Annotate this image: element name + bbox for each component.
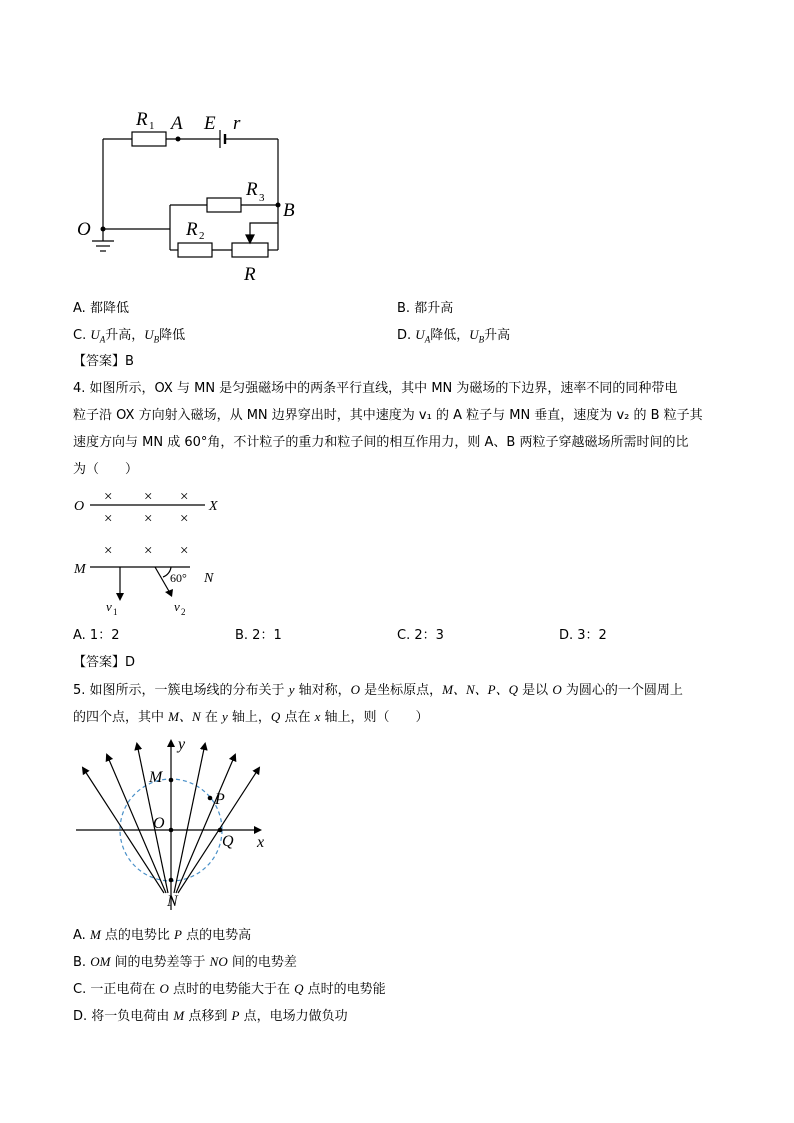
symbol: O: [159, 981, 169, 996]
q4-line-2: 粒子沿 OX 方向射入磁场，从 MN 边界穿出时，其中速度为 v₁ 的 A 粒子与 MN 垂直，速度为 v₂ 的 B 粒子其: [73, 408, 703, 423]
symbol: OM: [90, 954, 111, 969]
label-m: M: [149, 769, 163, 786]
label-r-internal: r: [233, 113, 241, 134]
symbol: O: [552, 682, 562, 697]
text: 点时的电势能: [303, 982, 386, 997]
label-rv: R: [244, 264, 256, 285]
symbol: NO: [209, 954, 228, 969]
label-r1-sub: 1: [149, 120, 155, 132]
label-v2: v: [174, 599, 180, 614]
answer-label: 【答案】: [73, 354, 126, 369]
symbol: O: [350, 682, 361, 697]
q5-option-a: [73, 926, 251, 945]
cross-4: ×: [104, 511, 113, 527]
text: 5. 如图所示，一簇电场线的分布关于: [73, 683, 285, 698]
symbol: M: [173, 1008, 185, 1023]
q4-option-a: A. 1：2: [73, 628, 120, 643]
text: 间的电势差等于: [110, 955, 210, 970]
rheostat-r: [232, 243, 268, 257]
symbol: P: [174, 927, 182, 942]
subscript: B: [478, 334, 485, 345]
label-v2-sub: 2: [181, 607, 186, 617]
label-x: X: [209, 499, 218, 514]
electric-field-diagram: [70, 735, 280, 915]
label-o: O: [153, 815, 165, 832]
text: 轴上，: [231, 710, 271, 725]
text: 轴上，则（ ）: [324, 710, 429, 725]
option-text: 降低: [159, 328, 186, 343]
q4-line-4: 为（ ）: [73, 462, 139, 477]
symbol: M、N、P、Q: [442, 682, 519, 697]
q3-option-a: [73, 300, 129, 318]
q5-line-2: [73, 708, 429, 727]
subscript: B: [153, 334, 160, 345]
symbol: Q: [294, 981, 304, 996]
text: 点，电场力做负功: [239, 1009, 348, 1024]
resistor-r1: [132, 132, 166, 146]
cross-3: ×: [180, 489, 189, 505]
resistor-r2: [178, 243, 212, 257]
answer-value: D: [125, 655, 136, 670]
cross-2: ×: [144, 489, 153, 505]
label-r3: R: [246, 179, 258, 200]
label-a: A: [171, 113, 183, 134]
symbol: y: [288, 682, 295, 697]
text: 间的电势差: [227, 955, 297, 970]
magnetic-field-diagram: [70, 485, 240, 620]
option-letter: C.: [73, 328, 87, 343]
label-o: O: [77, 219, 91, 240]
label-r2-sub: 2: [199, 230, 205, 242]
q4-line-1: 4. 如图所示，OX 与 MN 是匀强磁场中的两条平行直线，其中 MN 为磁场的下边界，速率不同的同种带电: [73, 381, 678, 396]
subscript: A: [99, 334, 106, 345]
q5-line-1: [73, 681, 683, 700]
option-text: 都降低: [89, 301, 129, 316]
label-y: y: [178, 736, 186, 753]
text: 在: [204, 710, 218, 725]
label-x: x: [257, 834, 265, 851]
text: 轴对称，: [298, 683, 351, 698]
label-r3-sub: 3: [259, 192, 265, 204]
field-line: [174, 744, 205, 893]
answer-label: 【答案】: [73, 655, 126, 670]
symbol-u: U: [144, 327, 154, 342]
cross-8: ×: [144, 543, 153, 559]
cross-5: ×: [144, 511, 153, 527]
option-letter: A.: [73, 301, 86, 316]
symbol: M、N: [168, 709, 201, 724]
q4-answer: [73, 654, 135, 672]
text: 点在: [284, 710, 311, 725]
label-r2: R: [186, 219, 198, 240]
cross-7: ×: [104, 543, 113, 559]
q5-option-d: [73, 1007, 348, 1026]
symbol: M: [89, 927, 101, 942]
q5-option-b: [73, 953, 297, 972]
q3-option-c: [73, 326, 185, 349]
text: 点移到: [184, 1009, 232, 1024]
q5-option-c: [73, 980, 386, 999]
symbol-u: U: [415, 327, 425, 342]
option-letter: D.: [397, 328, 412, 343]
symbol: P: [231, 1008, 240, 1023]
q4-option-c: C. 2：3: [397, 628, 444, 643]
label-v1: v: [106, 599, 112, 614]
text: 点的电势比: [100, 928, 175, 943]
text: 是以: [522, 683, 549, 698]
text: D. 将一负电荷由: [73, 1009, 174, 1024]
q3-answer: [73, 353, 134, 371]
label-r1: R: [136, 109, 148, 130]
label-n: N: [204, 571, 214, 586]
q4-option-d: D. 3：2: [559, 628, 607, 643]
symbol-u: U: [90, 327, 100, 342]
symbol: y: [221, 709, 228, 724]
resistor-r3: [207, 198, 241, 212]
option-text: 升高: [484, 328, 511, 343]
label-p: P: [215, 791, 225, 808]
cross-1: ×: [104, 489, 113, 505]
label-o: O: [74, 499, 85, 514]
text: 点的电势高: [182, 928, 252, 943]
option-text: 升高，: [105, 328, 145, 343]
text: B.: [73, 955, 91, 970]
answer-value: B: [125, 354, 134, 369]
label-angle: 60°: [170, 571, 187, 585]
label-q: Q: [222, 833, 234, 850]
option-text: 都升高: [414, 301, 454, 316]
label-v1-sub: 1: [113, 607, 118, 617]
text: A.: [73, 928, 90, 943]
label-e: E: [204, 113, 216, 134]
subscript: A: [424, 334, 431, 345]
q3-option-b: [397, 300, 453, 318]
text: C. 一正电荷在: [73, 982, 160, 997]
option-text: 降低，: [430, 328, 470, 343]
symbol: x: [314, 709, 321, 724]
symbol-u: U: [469, 327, 479, 342]
option-letter: B.: [397, 301, 411, 316]
text: 点时的电势能大于在: [168, 982, 295, 997]
cross-6: ×: [180, 511, 189, 527]
text: 是坐标原点，: [364, 683, 443, 698]
label-m: M: [74, 562, 86, 577]
cross-9: ×: [180, 543, 189, 559]
circuit-diagram: [70, 105, 310, 290]
text: 为圆心的一个圆周上: [565, 683, 683, 698]
q4-option-b: B. 2：1: [235, 628, 282, 643]
symbol: Q: [270, 709, 281, 724]
q3-option-d: [397, 326, 510, 349]
q4-line-3: 速度方向与 MN 成 60°角，不计粒子的重力和粒子间的相互作用力，则 A、B 两粒子穿越磁场所需时间的比: [73, 435, 689, 450]
label-b: B: [283, 200, 295, 221]
field-line: [176, 755, 235, 893]
label-n: N: [167, 893, 178, 910]
text: 的四个点，其中: [73, 710, 165, 725]
